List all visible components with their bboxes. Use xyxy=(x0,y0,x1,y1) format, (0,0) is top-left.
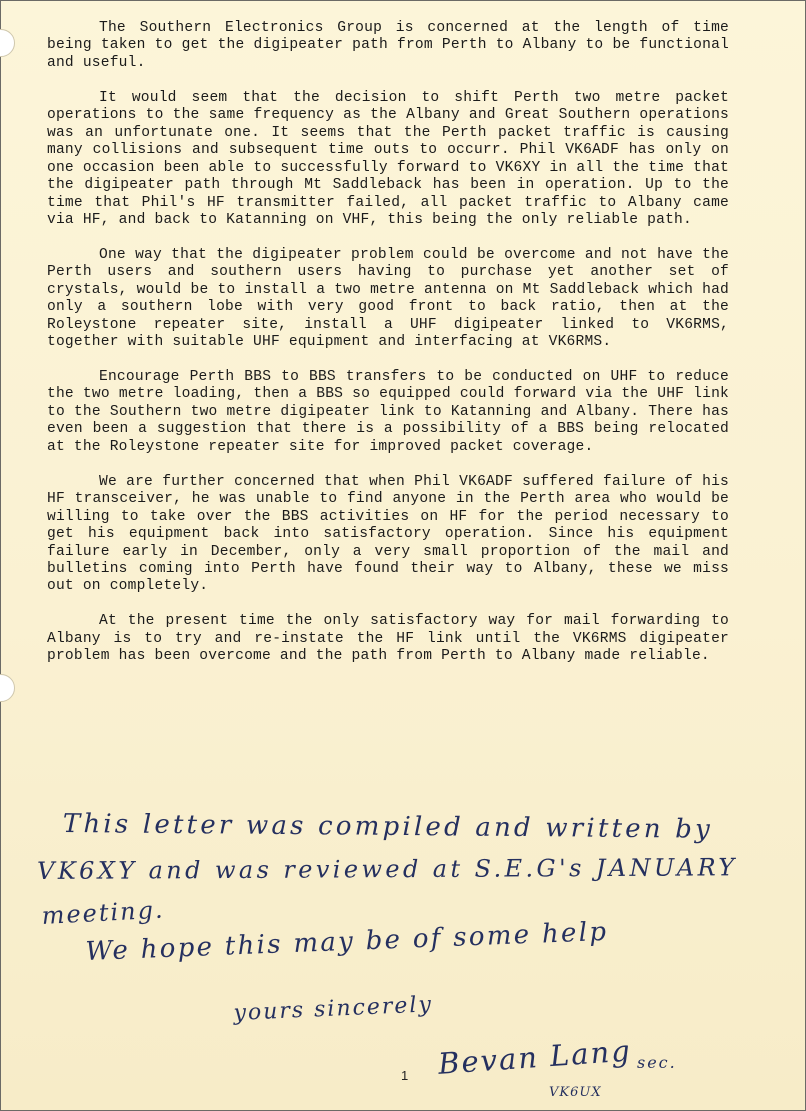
handwritten-line-4: We hope this may be of some help xyxy=(85,916,609,967)
handwritten-callsign: VK6UX xyxy=(549,1085,602,1100)
handwritten-sec: sec. xyxy=(637,1053,677,1072)
paragraph-3: One way that the digipeater problem could be overcome and not have the Perth users and southern users having to purchase yet another set of crystals, would be to install a two metre antenna on Mt Saddleback which had only a southern lobe with very good front to back ratio, then at the Roleystone repeater site, install a UHF digipeater linked to VK6RMS, together with suitable UHF equipment and interfacing at VK6RMS. xyxy=(47,246,729,351)
handwritten-line-3: meeting. xyxy=(41,895,166,930)
handwritten-closing: yours sincerely xyxy=(233,992,434,1026)
page-number: 1 xyxy=(401,1068,409,1083)
paragraph-6: At the present time the only satisfactory way for mail forwarding to Albany is to try and re-instate the HF link until the VK6RMS digipeater problem has been overcome and the path from Perth to Albany made reliable. xyxy=(47,613,729,665)
handwritten-line-2: VK6XY and was reviewed at S.E.G's JANUARY xyxy=(37,853,738,885)
paragraph-5: We are further concerned that when Phil VK6ADF suffered failure of his HF transceiver, he was unable to find anyone in the Perth area who would be willing to take over the BBS activities on HF for the period necessary to get his equipment back into satisfactory operation. Since his equipment failure early in December, only a very small proportion of the mail and bulletins coming into Perth have found their way to Albany, these we miss out on completely. xyxy=(47,473,729,595)
paragraph-1: The Southern Electronics Group is concerned at the length of time being taken to get the digipeater path from Perth to Albany to be functional and useful. xyxy=(47,20,729,71)
punch-hole xyxy=(0,674,15,702)
paragraph-4: Encourage Perth BBS to BBS transfers to be conducted on UHF to reduce the two metre loading, then a BBS so equipped could forward via the UHF link to the Southern two metre digipeater link to Katanning and Albany. There has even been a suggestion that there is a possibility of a BBS being relocated at the Roleystone repeater site for improved packet coverage. xyxy=(47,369,729,455)
handwritten-line-1: This letter was compiled and written by xyxy=(62,809,714,845)
typed-letter-body xyxy=(47,20,729,683)
punch-hole xyxy=(0,29,15,57)
handwritten-signature: Bevan Lang xyxy=(437,1033,633,1081)
paragraph-2: It would seem that the decision to shift Perth two metre packet operations to the same frequency as the Albany and Great Southern operations was an unfortunate one. It seems that the Perth packet traffic is causing many collisions and subsequent time outs to occurr. Phil VK6ADF has only on one occasion been able to successfully forward to VK6XY in all the time that the digipeater path through Mt Saddleback has been in operation. Up to the time that Phil's HF transmitter failed, all packet traffic to Albany came via HF, and back to Katanning on VHF, this being the only reliable path. xyxy=(47,89,729,228)
